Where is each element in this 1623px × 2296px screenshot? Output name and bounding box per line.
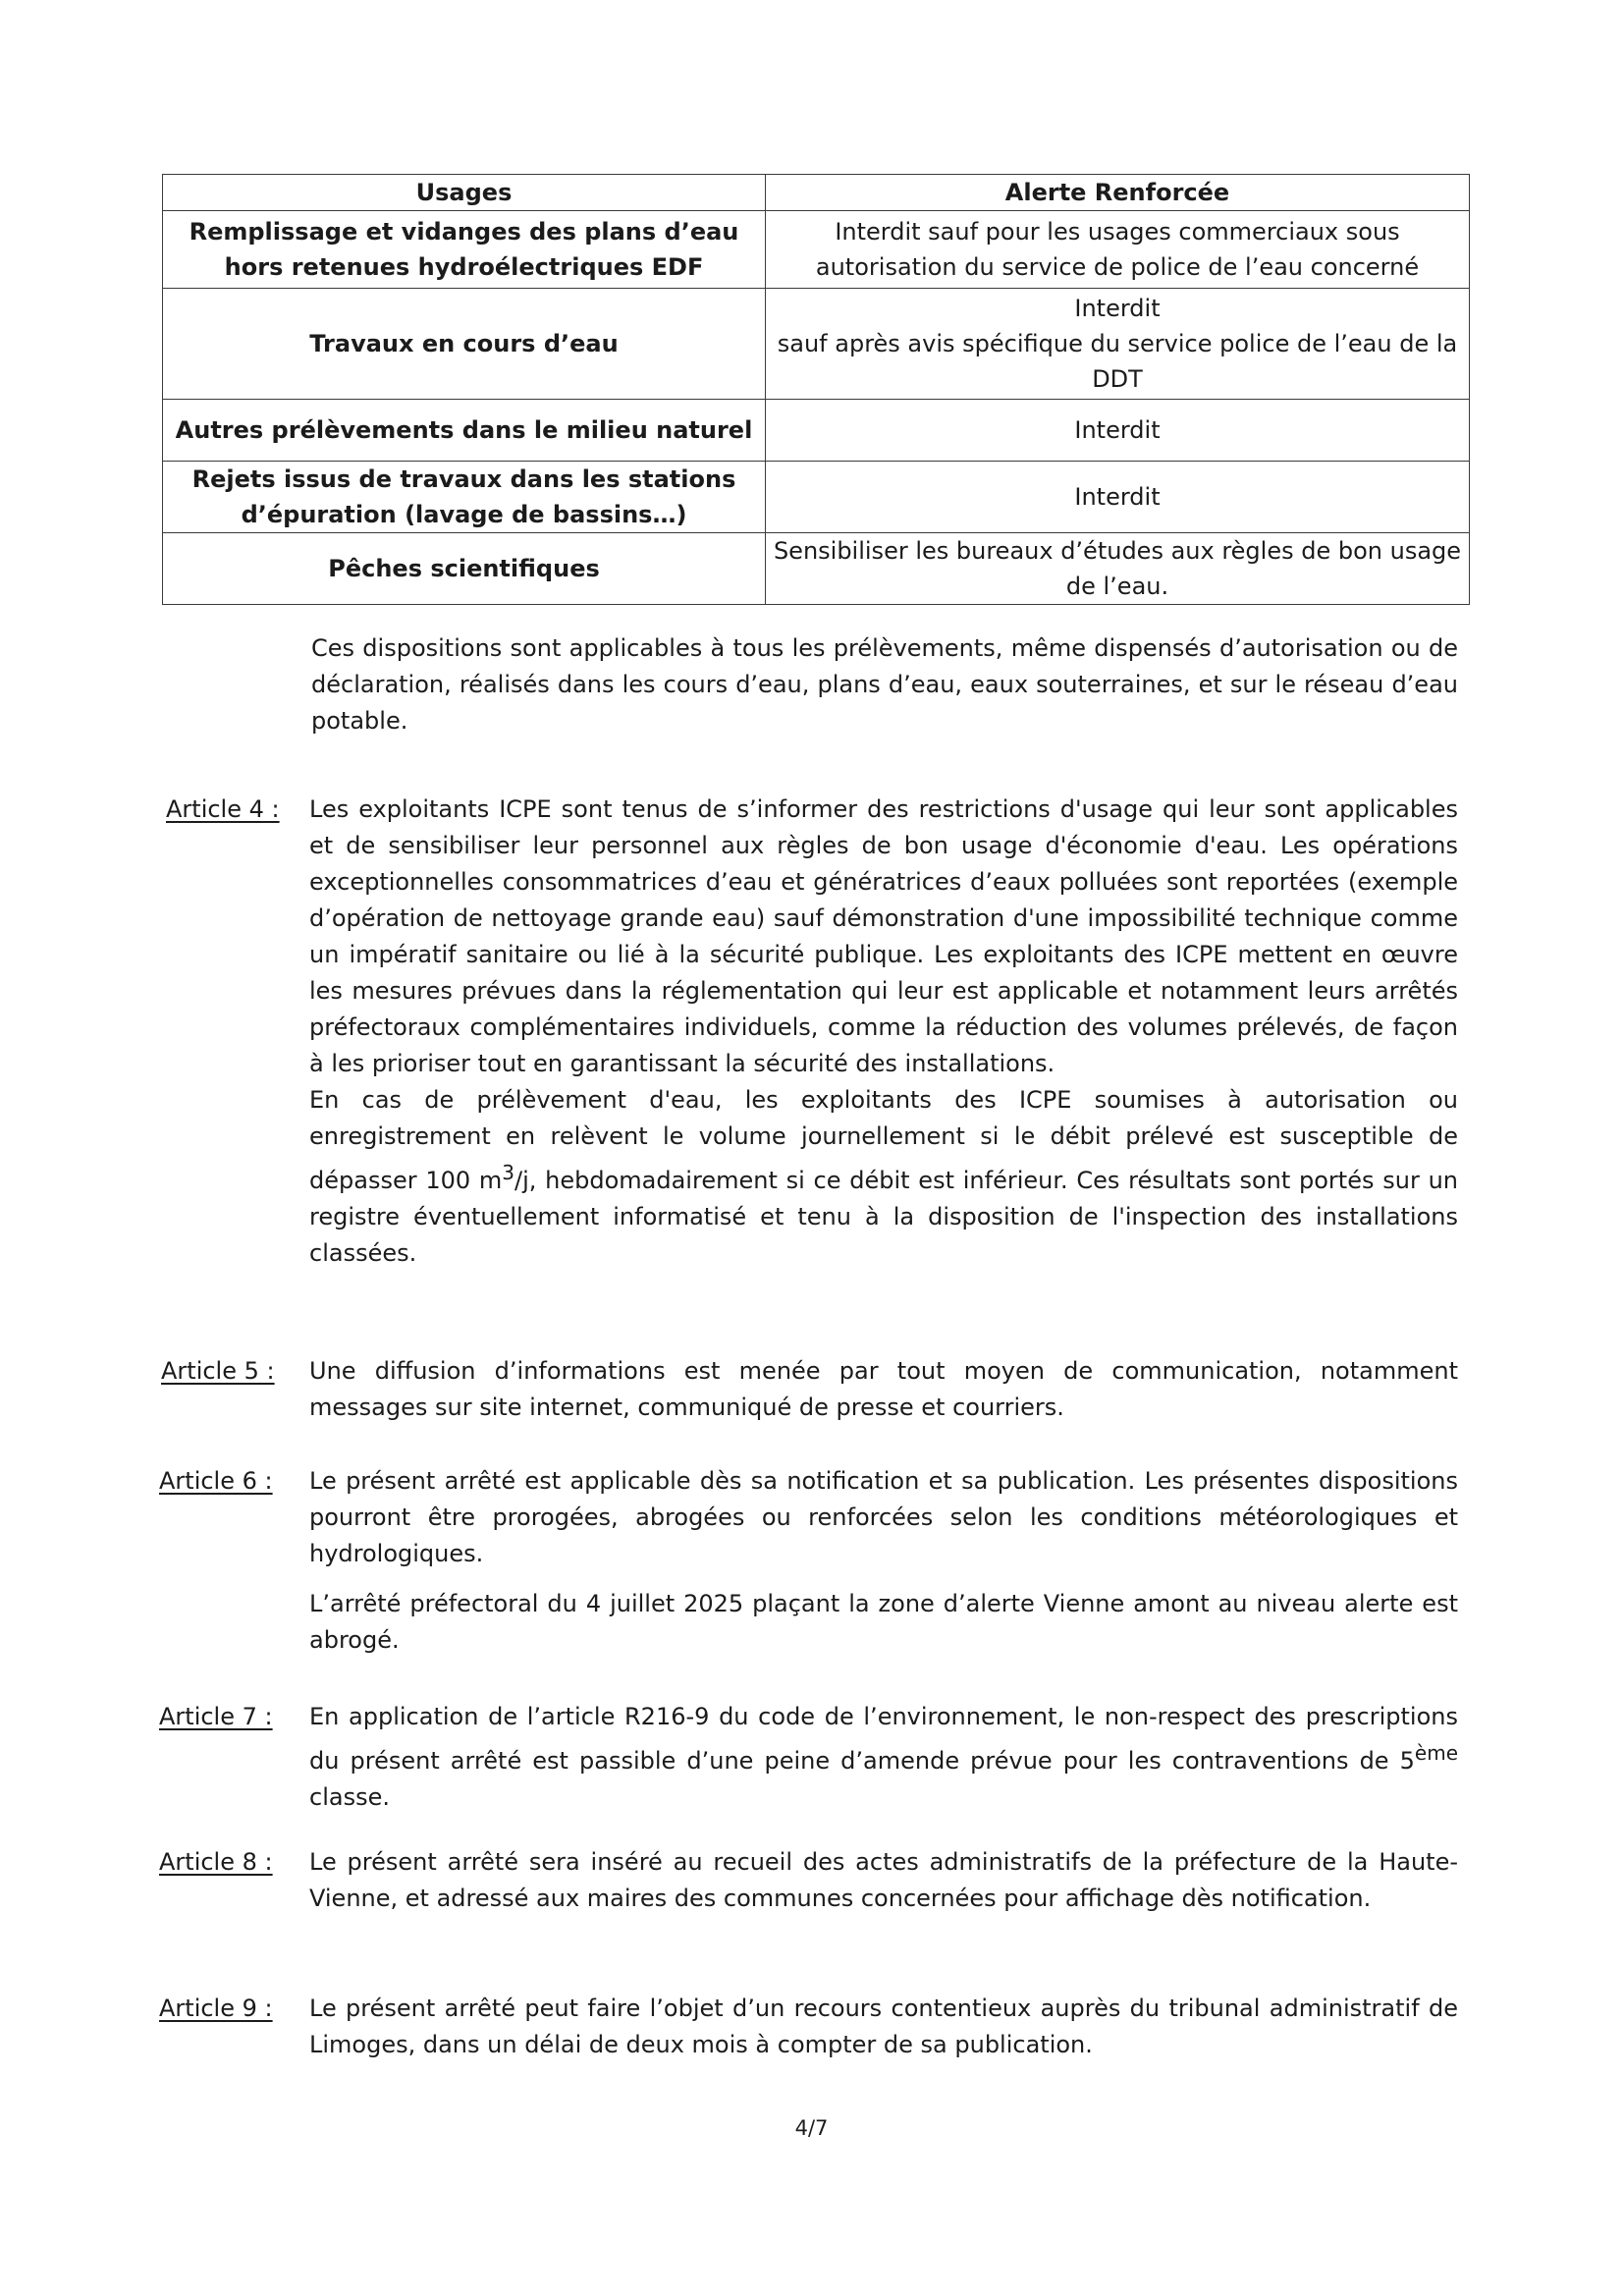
- table-row: [163, 533, 1470, 605]
- article-paragraph: En cas de prélèvement d'eau, les exploitants des ICPE soumises à autorisation ou enregistrement en relèvent le volume journellement si le débit prélevé est susceptible de dépasser 100 $m^3/j$, hebdomadairement si ce débit est inférieur. Ces résultats sont portés sur un registre éventuellement informatisé et tenu à la disposition de l'inspection des installations classées.: [309, 1086, 1458, 1267]
- rule-line: Interdit: [1074, 295, 1161, 322]
- rule-cell: Interdit: [766, 462, 1470, 533]
- table-footnote: Ces dispositions sont applicables à tous les prélèvements, même dispensés d’autorisation ou de déclaration, réalisés dans les cours d’eau, plans d’eau, eaux souterraines, et sur le réseau d’eau potable.: [311, 634, 1458, 735]
- article-paragraph: Une diffusion d’informations est menée par tout moyen de communication, notamment messages sur site internet, communiqué de presse et courriers.: [309, 1357, 1458, 1421]
- article-body: [309, 1353, 1458, 1426]
- article-paragraph: L’arrêté préfectoral du 4 juillet 2025 plaçant la zone d’alerte Vienne amont au niveau alerte est abrogé.: [309, 1590, 1458, 1654]
- usage-cell: Travaux en cours d’eau: [163, 289, 766, 400]
- header-usages: Usages: [163, 175, 766, 211]
- usage-cell: Pêches scientifiques: [163, 533, 766, 605]
- rule-cell: Interdit: [766, 400, 1470, 462]
- usage-cell: Autres prélèvements dans le milieu naturel: [163, 400, 766, 462]
- article-label: Article 7 :: [159, 1703, 273, 1730]
- rule-line: sauf après avis spécifique du service police de l’eau de la DDT: [777, 330, 1458, 393]
- page-number: 4/7: [794, 2116, 829, 2140]
- article-paragraph: Les exploitants ICPE sont tenus de s’informer des restrictions d'usage qui leur sont applicables et de sensibiliser leur personnel aux règles de bon usage d'économie d'eau. Les opérations exceptionnelles consommatrices d’eau et génératrices d’eaux polluées sont reportées (exemple d’opération de nettoyage grande eau) sauf démonstration d'une impossibilité technique comme un impératif sanitaire ou lié à la sécurité publique. Les exploitants des ICPE mettent en œuvre les mesures prévues dans la réglementation qui leur est applicable et notamment leurs arrêtés préfectoraux complémentaires individuels, comme la réduction des volumes prélevés, de façon à les prioriser tout en garantissant la sécurité des installations.: [309, 795, 1458, 1077]
- usage-cell: Remplissage et vidanges des plans d’eau hors retenues hydroélectriques EDF: [163, 211, 766, 289]
- header-alerte-renforcee: Alerte Renforcée: [766, 175, 1470, 211]
- article-paragraph: Le présent arrêté est applicable dès sa notification et sa publication. Les présentes dispositions pourront être prorogées, abrogées ou renforcées selon les conditions météorologiques et hydrologiques.: [309, 1467, 1458, 1567]
- article-body: [309, 1699, 1458, 1816]
- rule-cell: Interdit sauf pour les usages commerciaux sous autorisation du service de police de l’eau concerné: [766, 211, 1470, 289]
- article-paragraph: Le présent arrêté peut faire l’objet d’un recours contentieux auprès du tribunal administratif de Limoges, dans un délai de deux mois à compter de sa publication.: [309, 1995, 1458, 2058]
- article-body: [309, 792, 1458, 1272]
- rule-cell: Sensibiliser les bureaux d’études aux règles de bon usage de l’eau.: [766, 533, 1470, 605]
- article-label: Article 5 :: [161, 1357, 275, 1385]
- usage-cell: Rejets issus de travaux dans les stations d’épuration (lavage de bassins…): [163, 462, 766, 533]
- table-row: [163, 462, 1470, 533]
- article-label: Article 6 :: [159, 1467, 273, 1495]
- article-label: Article 9 :: [159, 1995, 273, 2022]
- table-header-row: [163, 175, 1470, 211]
- usage-restrictions-table: [162, 174, 1470, 605]
- article-label: Article 8 :: [159, 1848, 273, 1876]
- article-label: Article 4 :: [166, 795, 280, 823]
- table-row: [163, 400, 1470, 462]
- article-paragraph: Le présent arrêté sera inséré au recueil des actes administratifs de la préfecture de la Haute-Vienne, et adressé aux maires des communes concernées pour affichage dès notification.: [309, 1848, 1458, 1912]
- article-body: [309, 1463, 1458, 1659]
- table-row: [163, 289, 1470, 400]
- rule-cell: [766, 289, 1470, 400]
- article-body: [309, 1844, 1458, 1917]
- article-paragraph: En application de l’article R216-9 du code de l’environnement, le non-respect des prescriptions du présent arrêté est passible d’une peine d’amende prévue pour les contraventions de 5ème classe.: [309, 1703, 1458, 1811]
- article-body: [309, 1991, 1458, 2063]
- table-row: [163, 211, 1470, 289]
